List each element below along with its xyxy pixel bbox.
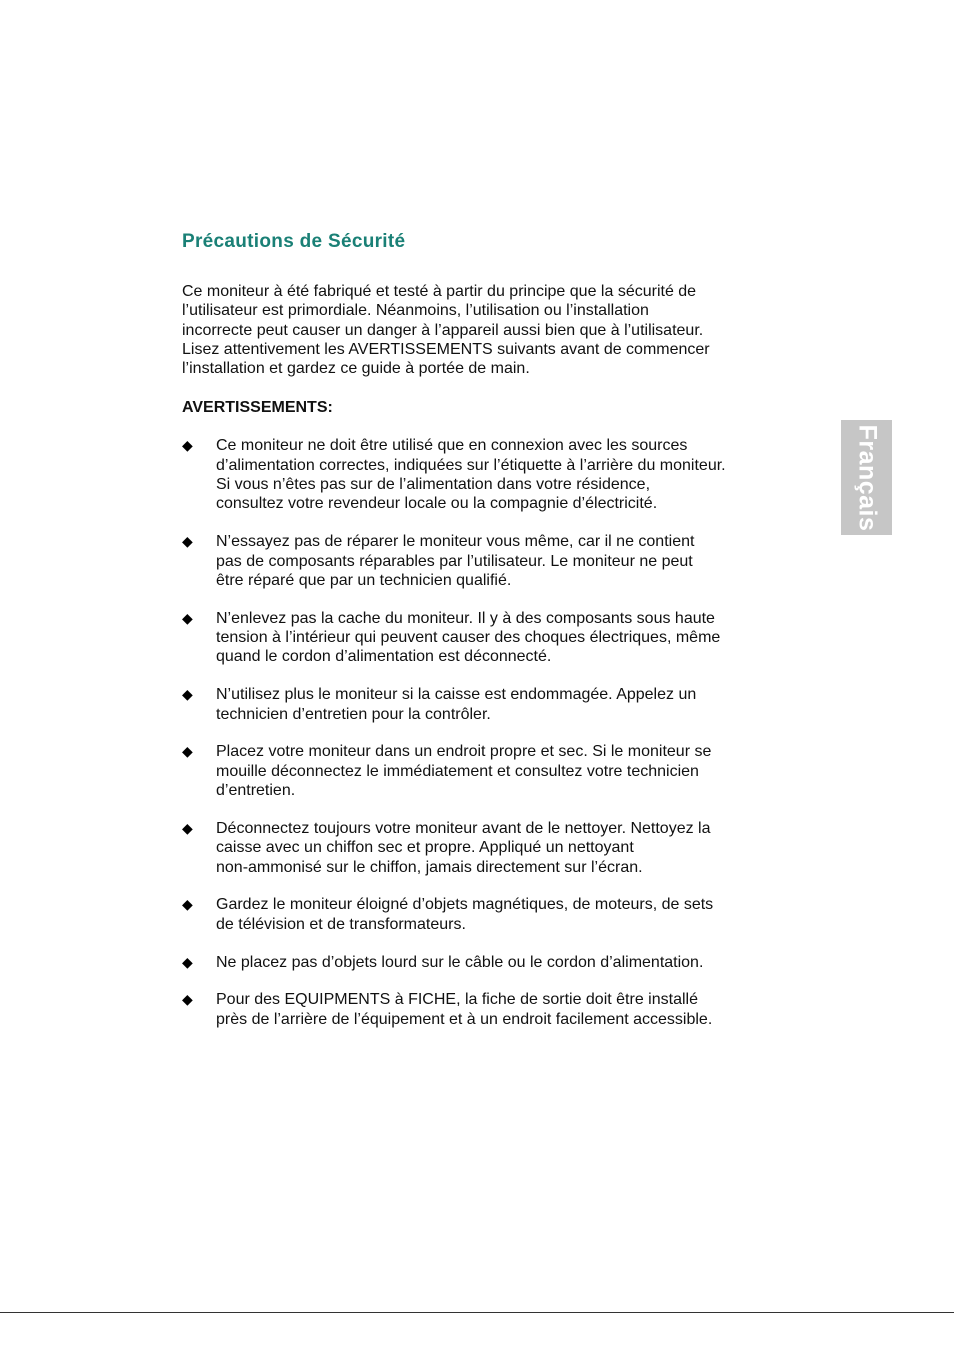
warning-line: pas de composants réparables par l’utilisateur. Le moniteur ne peut (216, 552, 693, 570)
warning-line: Si vous n’êtes pas sur de l’alimentation dans votre résidence, (216, 476, 651, 494)
diamond-bullet-icon: ◆ (182, 896, 193, 913)
intro-line: l’installation et gardez ce guide à portée de main. (182, 360, 530, 378)
warning-line: Gardez le moniteur éloigné d’objets magnétiques, de moteurs, de sets (216, 896, 714, 914)
warning-list (182, 436, 792, 1029)
diamond-bullet-icon: ◆ (182, 533, 193, 550)
diamond-bullet-icon: ◆ (182, 953, 193, 970)
warning-line: N’enlevez pas la cache du moniteur. Il y à des composants sous haute (216, 609, 715, 627)
warning-line: N’essayez pas de réparer le moniteur vous même, car il ne contient (216, 533, 695, 551)
warning-line: Déconnectez toujours votre moniteur avant de le nettoyer. Nettoyez la (216, 819, 711, 837)
language-tab-label: Français (853, 424, 881, 531)
diamond-bullet-icon: ◆ (182, 609, 193, 626)
warning-line: près de l’arrière de l’équipement et à un endroit facilement accessible. (216, 1010, 713, 1028)
warning-line: d’entretien. (216, 782, 296, 800)
language-side-tab (841, 420, 892, 535)
warning-item (182, 742, 792, 800)
document-body (182, 229, 792, 1048)
warning-item (182, 895, 792, 934)
diamond-bullet-icon: ◆ (182, 743, 193, 760)
warning-item (182, 685, 792, 724)
intro-line: l’utilisateur est primordiale. Néanmoins, l’utilisation ou l’installation (182, 302, 649, 320)
diamond-bullet-icon: ◆ (182, 991, 193, 1008)
warning-item (182, 532, 792, 590)
intro-line: Lisez attentivement les AVERTISSEMENTS suivants avant de commencer (182, 340, 710, 358)
warning-item (182, 990, 792, 1029)
intro-line: Ce moniteur à été fabriqué et testé à partir du principe que la sécurité de (182, 283, 697, 300)
warning-line: N’utilisez plus le moniteur si la caisse est endommagée. Appelez un (216, 686, 697, 704)
diamond-bullet-icon: ◆ (182, 686, 193, 703)
warning-line: être réparé que par un technicien qualifié. (216, 571, 512, 589)
diamond-bullet-icon: ◆ (182, 437, 193, 454)
warning-line: d’alimentation correctes, indiquées sur l’étiquette à l’arrière du moniteur. (216, 456, 726, 474)
warning-line: technicien d’entretien pour la contrôler. (216, 705, 491, 723)
warning-line: non-ammonisé sur le chiffon, jamais directement sur l’écran. (216, 858, 643, 876)
warning-line: consultez votre revendeur locale ou la compagnie d’électricité. (216, 495, 658, 513)
warning-line: Pour des EQUIPMENTS à FICHE, la fiche de sortie doit être installé (216, 991, 698, 1009)
warning-item (182, 609, 792, 667)
warning-line: Placez votre moniteur dans un endroit propre et sec. Si le moniteur se (216, 743, 712, 761)
warning-line: Ce moniteur ne doit être utilisé que en connexion avec les sources (216, 437, 688, 455)
warning-line: Ne placez pas d’objets lourd sur le câble ou le cordon d’alimentation. (216, 953, 704, 971)
warning-line: mouille déconnectez le immédiatement et consultez votre technicien (216, 762, 699, 780)
page-title: Précautions de Sécurité (182, 231, 406, 252)
diamond-bullet-icon: ◆ (182, 819, 193, 836)
footer-divider (0, 1312, 954, 1313)
warning-line: caisse avec un chiffon sec et propre. Appliqué un nettoyant (216, 839, 634, 857)
intro-line: incorrecte peut causer un danger à l’appareil aussi bien que à l’utilisateur. (182, 321, 704, 339)
warning-item (182, 953, 792, 972)
warning-line: de télévision et de transformateurs. (216, 915, 466, 933)
intro-paragraph (182, 282, 792, 378)
warning-line: quand le cordon d’alimentation est déconnecté. (216, 648, 552, 666)
warning-item (182, 819, 792, 877)
warnings-heading: AVERTISSEMENTS: (182, 399, 333, 417)
warning-item (182, 436, 792, 513)
warning-line: tension à l’intérieur qui peuvent causer des choques électriques, même (216, 629, 721, 647)
